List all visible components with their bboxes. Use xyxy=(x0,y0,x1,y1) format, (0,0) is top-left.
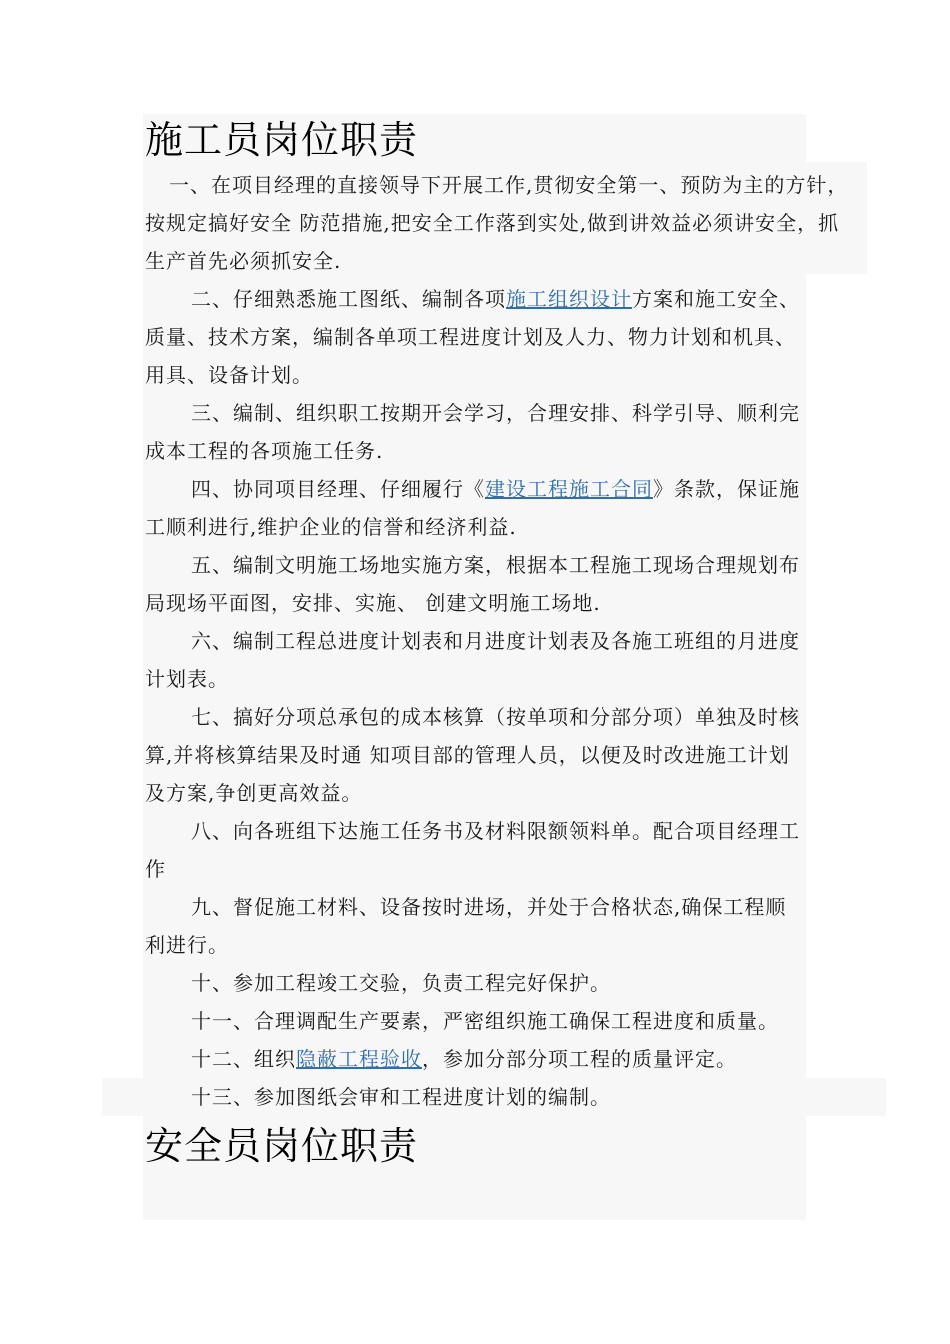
link-construction-contract[interactable]: 建设工程施工合同 xyxy=(485,477,653,501)
section-title-safety: 安全员岗位职责 xyxy=(145,1124,419,1168)
paragraph-4: 四、协同项目经理、仔细履行《建设工程施工合同》条款，保证施工顺利进行,维护企业的信誉和经济利益. xyxy=(145,477,800,539)
link-concealed-acceptance[interactable]: 隐蔽工程验收 xyxy=(296,1047,422,1071)
paragraph-7: 七、搞好分项总承包的成本核算（按单项和分部分项）单独及时核算,并将核算结果及时通 知项目部的管理人员，以便及时改进施工计划及方案,争创更高效益。 xyxy=(145,705,800,805)
paragraph-1: 一、在项目经理的直接领导下开展工作,贯彻安全第一、预防为主的方针，按规定搞好安全 防范措施,把安全工作落到实处,做到讲效益必须讲安全，抓生产首先必须抓安全. xyxy=(145,173,849,273)
paragraph-10: 十、参加工程竣工交验，负责工程完好保护。 xyxy=(191,971,611,995)
paragraph-11: 十一、合理调配生产要素，严密组织施工确保工程进度和质量。 xyxy=(191,1009,779,1033)
paragraph-13: 十三、参加图纸会审和工程进度计划的编制。 xyxy=(191,1085,611,1109)
document-body xyxy=(145,114,865,1172)
paragraph-5: 五、编制文明施工场地实施方案，根据本工程施工现场合理规划布局现场平面图，安排、实施、 创建文明施工场地. xyxy=(145,553,800,615)
section-title-construction: 施工员岗位职责 xyxy=(145,118,419,162)
paragraph-2: 二、仔细熟悉施工图纸、编制各项施工组织设计方案和施工安全、质量、技术方案，编制各单项工程进度计划及人力、物力计划和机具、用具、设备计划。 xyxy=(145,287,800,387)
paragraph-8: 八、向各班组下达施工任务书及材料限额领料单。配合项目经理工作 xyxy=(145,819,800,881)
link-construction-design[interactable]: 施工组织设计 xyxy=(506,287,632,311)
paragraph-6: 六、编制工程总进度计划表和月进度计划表及各施工班组的月进度计划表。 xyxy=(145,629,800,691)
paragraph-12: 十二、组织隐蔽工程验收，参加分部分项工程的质量评定。 xyxy=(191,1047,737,1071)
paragraph-3: 三、编制、组织职工按期开会学习，合理安排、科学引导、顺利完成本工程的各项施工任务. xyxy=(145,401,800,463)
paragraph-9: 九、督促施工材料、设备按时进场，并处于合格状态,确保工程顺利进行。 xyxy=(145,895,787,957)
